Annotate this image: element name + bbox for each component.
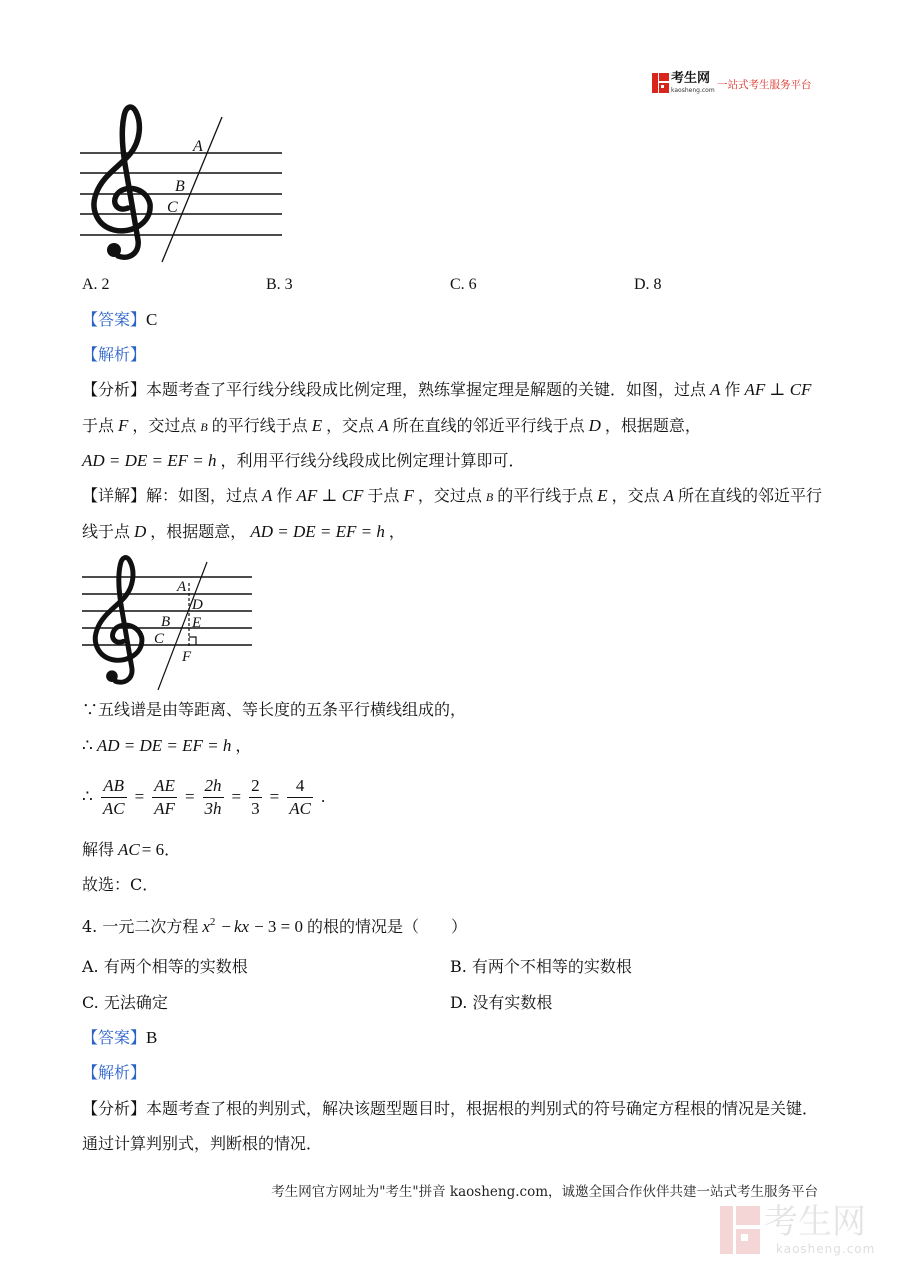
point-label-a: A xyxy=(177,579,187,595)
point-label-c: C xyxy=(167,199,178,216)
text-segment: 作 xyxy=(276,486,293,505)
fraction-denominator: 3 xyxy=(251,798,260,818)
q3-detail-line-2 xyxy=(82,521,405,543)
fraction-numerator: AE xyxy=(152,776,177,798)
fraction-ae-af xyxy=(152,776,177,819)
proof-because-line xyxy=(82,699,466,721)
math-segment: D xyxy=(588,416,601,435)
text-segment: 本题考查了根的判别式，解决该题型题目时，根据根的判别式的符号确定方程根的情况是关键． xyxy=(146,1099,819,1118)
math-segment: A xyxy=(663,486,674,505)
explain-tag: 【解析】 xyxy=(82,345,147,364)
text-segment: ，根据题意， xyxy=(604,416,701,435)
therefore-symbol: ∴ xyxy=(82,736,93,755)
treble-clef-icon xyxy=(95,558,142,683)
fraction-numerator: AB xyxy=(101,776,127,798)
text-segment: ，交过点 xyxy=(132,416,197,435)
proof-solve-line xyxy=(82,839,180,861)
text-segment: ， xyxy=(388,522,405,541)
superscript: 2 xyxy=(209,916,216,928)
header-logo-name: 考生网 xyxy=(671,71,711,86)
text-segment: 解：如图，过点 xyxy=(146,486,259,505)
math-segment: E xyxy=(311,416,323,435)
q3-option-a: A. 2 xyxy=(82,276,110,293)
period: . xyxy=(320,787,326,806)
equals-sign: = xyxy=(269,787,280,806)
q3-explain-line xyxy=(82,344,146,366)
math-segment: AF ⊥ CF xyxy=(296,486,364,505)
equals-sign: = xyxy=(231,787,242,806)
q3-analysis-line-2 xyxy=(82,415,701,437)
answer-tag: 【答案】 xyxy=(82,310,147,329)
q4-analysis-line-2 xyxy=(82,1133,322,1155)
answer-tag: 【答案】 xyxy=(82,1028,147,1047)
fraction-denominator: AF xyxy=(154,798,175,818)
q3-option-d: D. 8 xyxy=(634,276,662,293)
q3-answer-line xyxy=(82,309,157,331)
math-segment: = 6 xyxy=(141,840,165,859)
proof-choose-line xyxy=(82,874,158,896)
point-label-b: B xyxy=(161,614,171,630)
q4-option-c: C. 无法确定 xyxy=(82,993,168,1012)
fraction-ab-ac xyxy=(101,776,127,819)
math-segment: A xyxy=(378,416,389,435)
text-segment: 通过计算判别式，判断根的情况． xyxy=(82,1134,323,1153)
text-segment: 所在直线的邻近平行 xyxy=(678,486,823,505)
text-segment: ， xyxy=(235,736,252,755)
q4-stem xyxy=(82,916,467,938)
transversal-line xyxy=(162,117,222,262)
watermark-logo-icon xyxy=(720,1206,760,1254)
text-segment: ，交过点 xyxy=(417,486,482,505)
question-number-text: 4. 一元二次方程 xyxy=(82,917,199,936)
math-segment: AC xyxy=(118,840,140,859)
text-segment: ，交点 xyxy=(611,486,660,505)
equals-sign: = xyxy=(184,787,195,806)
fraction-2-3 xyxy=(249,776,262,819)
q4-answer-line xyxy=(82,1027,157,1049)
math-segment: AF ⊥ CF xyxy=(744,380,812,399)
figure-2-staff-diagram xyxy=(0,550,270,700)
header-logo-domain: kaosheng.com xyxy=(671,87,715,94)
page-footer: 考生网官方网址为"考生"拼音 kaosheng.com，诚邀全国合作伙伴共建一站式考生服务平台 xyxy=(271,1184,818,1200)
text-segment: ∵五线谱是由等距离、等长度的五条平行横线组成的， xyxy=(82,700,467,719)
math-segment: B xyxy=(200,420,208,434)
math-segment: − xyxy=(221,917,231,936)
text-segment: 于点 xyxy=(82,416,115,435)
detail-tag: 【详解】 xyxy=(82,486,147,505)
q3-option-c: C. 6 xyxy=(450,276,477,293)
math-segment: A xyxy=(262,486,273,505)
kaosheng-logo-icon xyxy=(652,73,670,93)
math-segment: A xyxy=(710,380,721,399)
math-segment: AD = DE = EF = h xyxy=(96,736,232,755)
q4-explain-line xyxy=(82,1062,146,1084)
text-segment: 作 xyxy=(724,380,741,399)
fraction-numerator: 2h xyxy=(203,776,224,798)
equals-sign: = xyxy=(134,787,145,806)
proof-therefore-line xyxy=(82,735,251,757)
fraction-denominator: AC xyxy=(102,798,125,818)
text-segment: 解得 xyxy=(82,840,115,859)
text-segment: ，交点 xyxy=(326,416,375,435)
staff-lines xyxy=(82,577,252,645)
math-segment: E xyxy=(597,486,608,505)
math-segment: kx xyxy=(234,917,250,936)
q3-detail-line-1 xyxy=(82,485,822,507)
q4-option-d: D. 没有实数根 xyxy=(450,993,553,1012)
fraction-numerator: 4 xyxy=(287,776,313,798)
point-label-c: C xyxy=(154,631,165,647)
point-label-d: D xyxy=(192,597,203,613)
text-segment: ，根据题意， xyxy=(150,522,247,541)
point-label-f: F xyxy=(182,649,192,665)
text-segment: ，利用平行线分线段成比例定理计算即可． xyxy=(220,451,525,470)
watermark-domain: kaosheng.com xyxy=(776,1242,876,1256)
fraction-denominator: 3h xyxy=(204,798,222,818)
text-segment: 线于点 xyxy=(82,522,131,541)
figure-1-staff-diagram xyxy=(0,0,300,280)
text-segment: 于点 xyxy=(367,486,400,505)
explain-tag: 【解析】 xyxy=(82,1063,147,1082)
text-segment: 的根的情况是（ ） xyxy=(307,917,468,936)
math-segment: D xyxy=(134,522,147,541)
math-segment: AD = DE = EF = h xyxy=(250,522,385,541)
answer-value: B xyxy=(146,1028,158,1047)
text-segment: 所在直线的邻近平行线于点 xyxy=(392,416,585,435)
answer-value: C xyxy=(146,310,158,329)
q4-option-b: B. 有两个不相等的实数根 xyxy=(450,957,632,976)
fraction-denominator: AC xyxy=(289,798,311,818)
watermark-name: 考生网 xyxy=(764,1202,866,1242)
math-segment: F xyxy=(118,416,129,435)
text-segment: 的平行线于点 xyxy=(497,486,594,505)
point-label-e: E xyxy=(192,615,202,631)
q3-option-b: B. 3 xyxy=(266,276,293,293)
fraction-numerator: 2 xyxy=(249,776,262,798)
text-segment: 本题考查了平行线分线段成比例定理，熟练掌握定理是解题的关键．如图，过点 xyxy=(146,380,707,399)
analysis-tag: 【分析】 xyxy=(82,1099,147,1118)
math-segment: F xyxy=(403,486,414,505)
math-segment: AD = DE = EF = h xyxy=(82,451,217,470)
fraction-2h-3h xyxy=(203,776,224,819)
analysis-tag: 【分析】 xyxy=(82,380,147,399)
math-segment: − 3 = 0 xyxy=(254,917,304,936)
text-segment: 的平行线于点 xyxy=(211,416,308,435)
q4-option-a: A. 有两个相等的实数根 xyxy=(82,957,248,976)
therefore-symbol: ∴ xyxy=(82,787,93,806)
header-slogan: 一站式考生服务平台 xyxy=(717,79,812,91)
point-label-a: A xyxy=(193,138,203,155)
point-label-b: B xyxy=(175,178,185,195)
math-segment: x xyxy=(202,917,210,936)
right-angle-mark xyxy=(189,637,196,645)
text-segment: 故选：C． xyxy=(82,875,159,894)
q3-analysis-line-1 xyxy=(82,379,815,401)
ratio-equation xyxy=(82,773,325,821)
math-segment: B xyxy=(485,490,494,504)
text-segment: ． xyxy=(164,840,181,859)
q3-analysis-line-3 xyxy=(82,450,525,472)
q4-analysis-line-1 xyxy=(82,1098,818,1120)
fraction-4-ac xyxy=(287,776,313,819)
